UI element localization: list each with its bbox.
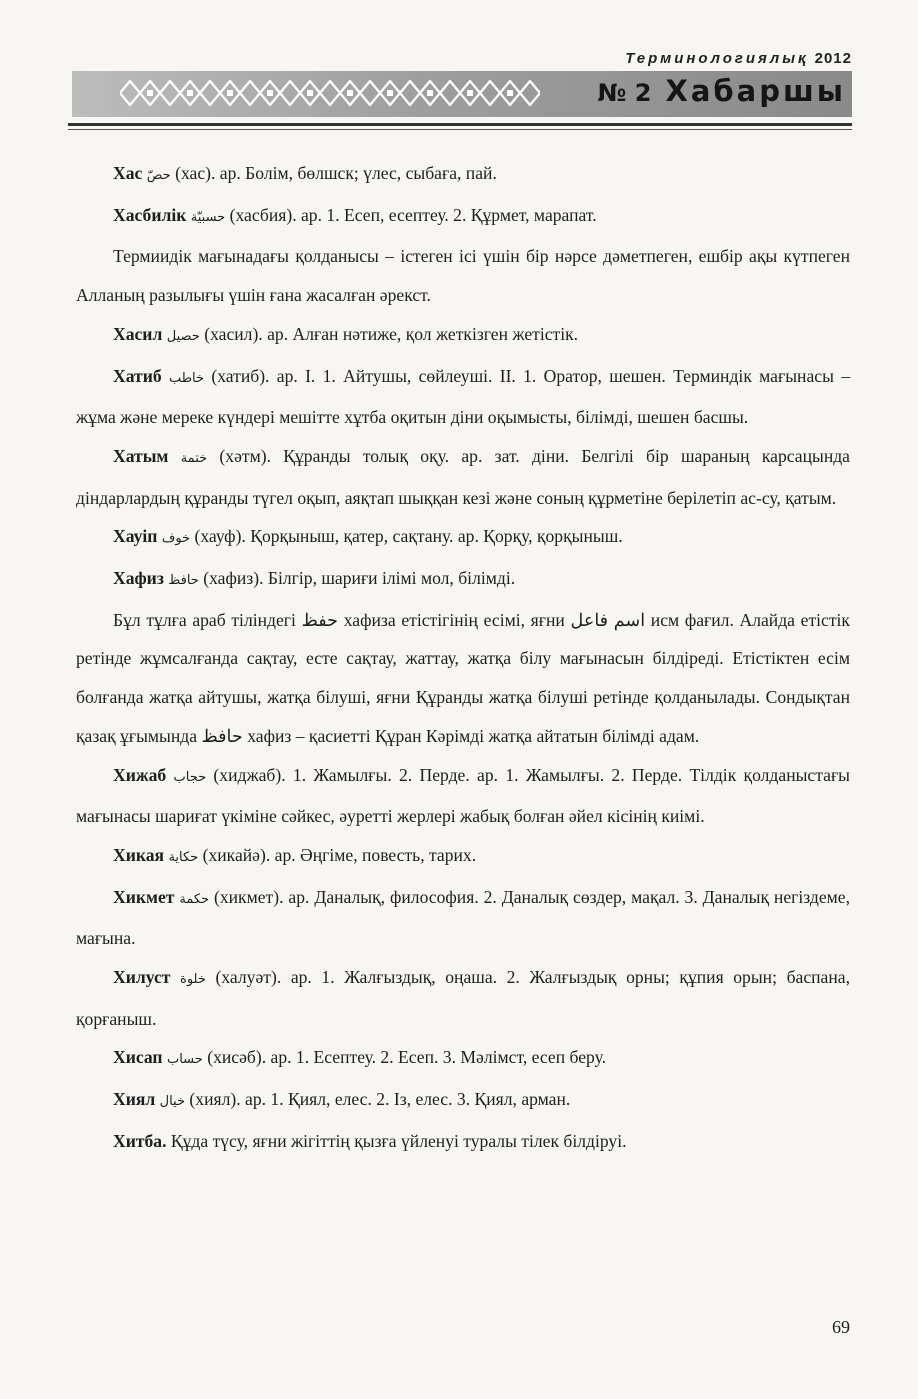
page-number: 69 xyxy=(832,1317,850,1337)
entry-paragraph xyxy=(76,357,850,437)
entry-term: Хилуст xyxy=(113,967,171,988)
entry-text: (хәтм). Құранды толық оқу. ар. зат. діни. Белгілі бір шараның карсацында діндарлардың құранды түгел оқып, аяқтап шыққан кезі және соның құрметіне берілетіп ас-су, қатым. xyxy=(76,445,850,508)
arabic-word: حساب xyxy=(166,1052,203,1068)
entry-term: Хисап xyxy=(113,1047,163,1068)
entry-term: Хижаб xyxy=(113,764,167,785)
entry-text: (хас). ар. Болім, бөлшск; үлес, сыбаға, пай. xyxy=(170,163,497,183)
entry-paragraph xyxy=(76,836,850,878)
arabic-word: حافظ xyxy=(168,573,199,589)
entry-paragraph xyxy=(76,559,850,601)
entry-term: Хикмет xyxy=(113,886,175,907)
arabic-word: ختمة xyxy=(180,450,208,466)
entry-text: (хауф). Қорқыныш, қатер, сақтану. ар. Қорқу, қорқыныш. xyxy=(190,526,623,547)
arabic-word: حكاية xyxy=(168,849,199,865)
arabic-word: خاطب xyxy=(168,370,205,386)
entry-term: Хауіп xyxy=(113,526,158,547)
entry-paragraph xyxy=(76,1122,850,1161)
arabic-word: خوف xyxy=(161,531,191,547)
entry-paragraph xyxy=(76,958,850,1038)
entry-text: (хикмет). ар. Даналық, философия. 2. Даналық сөздер, мақал. 3. Даналық негіздеме, мағына. xyxy=(76,886,850,949)
entry-text: (хасил). ар. Алған нәтиже, қол жеткізген жетістік. xyxy=(199,323,579,344)
arabic-word: حصّ xyxy=(146,168,171,183)
entry-text: Құда түсу, яғни жігіттің қызға үйленуі туралы тілек білдіруі. xyxy=(166,1130,627,1151)
issue-number: № 2 xyxy=(597,79,652,107)
page-content xyxy=(76,154,850,1161)
ornament-icon xyxy=(120,75,540,111)
header-rule-thin xyxy=(68,129,852,130)
entry-text: (хиял). ар. 1. Қиял, елес. 2. Із, елес. 3. Қиял, арман. xyxy=(185,1089,571,1110)
arabic-word: حجاب xyxy=(173,769,207,785)
journal-title-text: Хабаршы xyxy=(665,74,846,108)
body-paragraph: Термиидік мағынадағы қолданысы – істеген ісі үшін бір нәрсе дәметпеген, ешбір ақы күтпеген Алланың разылығы үшін ғана жасалған әрекст. xyxy=(76,246,850,306)
journal-header xyxy=(625,50,852,67)
arabic-word: حصيل xyxy=(166,328,200,344)
entry-text: (хатиб). ар. І. 1. Айтушы, сөйлеуші. ІІ. 1. Оратор, шешен. Терминдік мағынасы – жұма және мереке күндері мешітте хұтба оқитын діни оқымысты, білімді, шешен басшы. xyxy=(76,365,850,428)
journal-name: Терминологиялық xyxy=(625,50,809,67)
journal-year: 2012 xyxy=(814,50,852,67)
entry-term: Хас xyxy=(113,163,143,183)
entry-paragraph xyxy=(76,517,850,559)
entry-term: Хикая xyxy=(113,844,165,865)
entry-paragraph xyxy=(76,756,850,836)
entry-term: Хасил xyxy=(113,323,163,344)
header-rule xyxy=(68,123,852,126)
entry-text: (хисәб). ар. 1. Есептеу. 2. Есеп. 3. Мәлімст, есеп беру. xyxy=(202,1047,607,1068)
entry-term: Хитба. xyxy=(113,1130,167,1151)
arabic-word: خيال xyxy=(159,1094,186,1110)
arabic-word: خلوة xyxy=(180,972,206,988)
entry-paragraph xyxy=(76,154,850,196)
entry-text: (хасбия). ар. 1. Есеп, есептеу. 2. Құрмет, марапат. xyxy=(225,204,597,225)
entry-term: Хатиб xyxy=(113,365,162,386)
entry-paragraph xyxy=(76,437,850,517)
entry-paragraph xyxy=(76,196,850,238)
entry-paragraph xyxy=(76,878,850,958)
entry-paragraph xyxy=(76,1038,850,1080)
entry-paragraph xyxy=(76,1080,850,1122)
arabic-word: حسبيّة xyxy=(190,209,226,225)
header-band xyxy=(72,71,852,117)
journal-title xyxy=(598,74,846,108)
entry-paragraph xyxy=(76,315,850,357)
body-paragraph: Бұл тұлға араб тіліндегі حفظ хафиза етістігінің есімі, яғни اسم فاعل исм фағил. Алайда етістік ретінде жұмсалғанда сақтау, есте сақтау, жаттау, жатқа білу мағынасын білдіреді. Етістіктен есім болғанда жатқа айтушы, жатқа білуші, яғни Құранды жатқа білуші ретінде қолданылады. Сондықтан қазақ ұғымында حافظ хафиз – қасиетті Құран Кәрімді жатқа айтатын білімді адам. xyxy=(76,609,850,746)
entry-term: Хатым xyxy=(113,445,169,466)
entry-term: Хасбилік xyxy=(113,204,187,225)
arabic-word: حكمة xyxy=(179,891,210,907)
entry-term: Хиял xyxy=(113,1089,156,1110)
entry-text: (хафиз). Білгір, шариғи ілімі мол, білімді. xyxy=(198,568,516,589)
entry-term: Хафиз xyxy=(113,568,164,589)
entry-text: (хиджаб). 1. Жамылғы. 2. Перде. ар. 1. Жамылғы. 2. Перде. Тілдік қолданыстағы мағынасы шариғат үкіміне сәйкес, әуретті жерлері жабық болған әйел кісінің киімі. xyxy=(76,764,850,827)
entry-text: (халуәт). ар. 1. Жалғыздық, оңаша. 2. Жалғыздық орны; құпия орын; баспана, қорғаныш. xyxy=(76,967,850,1029)
entry-text: (хикайә). ар. Әңгіме, повесть, тарих. xyxy=(198,844,477,865)
